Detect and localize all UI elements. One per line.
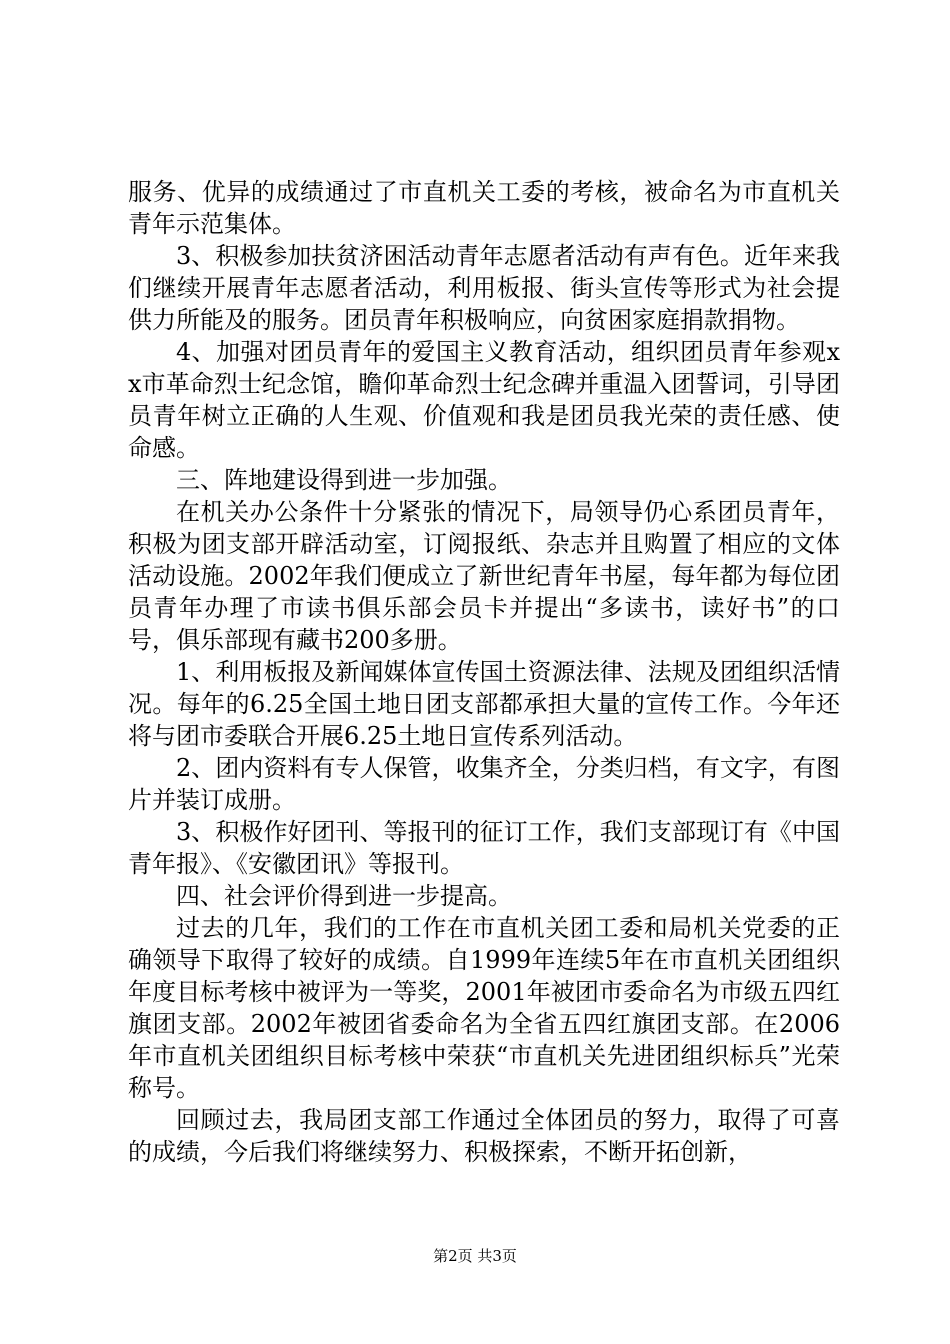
- section-heading-4: 四、社会评价得到进一步提高。: [176, 882, 512, 910]
- paragraph-continuation: 服务、优异的成绩通过了市直机关工委的考核，被命名为市直机关青年示范集体。: [128, 178, 840, 238]
- paragraph-archives: 2、团内资料有专人保管，收集齐全，分类归档，有文字，有图片并装订成册。: [128, 754, 840, 814]
- paragraph-publicity: 1、利用板报及新闻媒体宣传国土资源法律、法规及团组织活情况。每年的6.25全国土地日团支部都承担大量的宣传工作。今年还将与团市委联合开展6.25土地日宣传系列活动。: [128, 658, 840, 750]
- page-footer: 第2页 共3页: [433, 1247, 517, 1265]
- section-heading-3: 三、阵地建设得到进一步加强。: [176, 466, 512, 494]
- document-body: [128, 176, 840, 1168]
- paragraph-activity-room: 在机关办公条件十分紧张的情况下，局领导仍心系团员青年，积极为团支部开辟活动室，订阅报纸、杂志并且购置了相应的文体活动设施。2002年我们便成立了新世纪青年书屋，每年都为每位团员青年办理了市读书俱乐部会员卡并提出“多读书，读好书”的口号，俱乐部现有藏书200多册。: [128, 498, 840, 654]
- paragraph-subscriptions: 3、积极作好团刊、等报刊的征订工作，我们支部现订有《中国青年报》、《安徽团讯》等报刊。: [128, 818, 840, 878]
- paragraph-review: 回顾过去，我局团支部工作通过全体团员的努力，取得了可喜的成绩，今后我们将继续努力、积极探索，不断开拓创新，: [128, 1106, 840, 1166]
- paragraph-patriotic-education: 4、加强对团员青年的爱国主义教育活动，组织团员青年参观xx市革命烈士纪念馆，瞻仰革命烈士纪念碑并重温入团誓词，引导团员青年树立正确的人生观、价值观和我是团员我光荣的责任感、使命感。: [128, 338, 840, 462]
- paragraph-achievements: 过去的几年，我们的工作在市直机关团工委和局机关党委的正确领导下取得了较好的成绩。自1999年连续5年在市直机关团组织年度目标考核中被评为一等奖，2001年被团市委命名为市级五四红旗团支部。2002年被团省委命名为全省五四红旗团支部。在2006年市直机关团组织目标考核中荣获“市直机关先进团组织标兵”光荣称号。: [128, 914, 840, 1102]
- paragraph-volunteer: 3、积极参加扶贫济困活动青年志愿者活动有声有色。近年来我们继续开展青年志愿者活动，利用板报、街头宣传等形式为社会提供力所能及的服务。团员青年积极响应，向贫困家庭捐款捐物。: [128, 242, 840, 334]
